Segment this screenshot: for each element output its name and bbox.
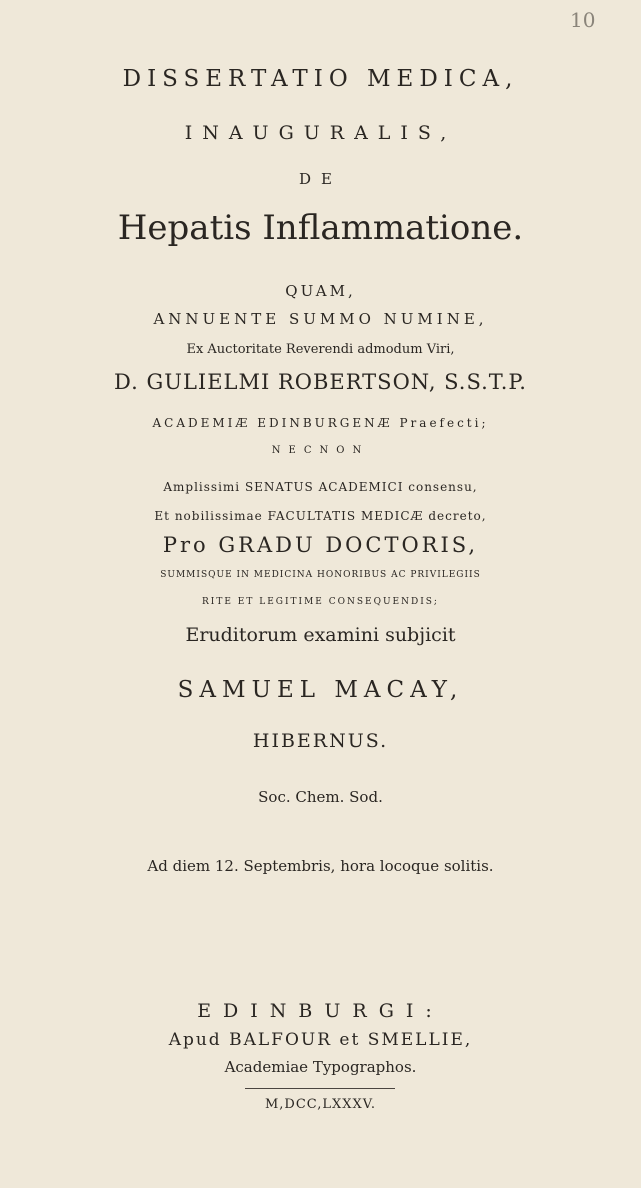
- facultatis-line: Et nobilissimae FACULTATIS MEDICÆ decreto,: [154, 509, 487, 523]
- page-number-mark: 10: [570, 8, 596, 32]
- auctoritate-line: Ex Auctoritate Reverendi admodum Viri,: [186, 342, 455, 357]
- hibernus-line: HIBERNUS.: [252, 730, 389, 752]
- city-line: EDINBURGI:: [197, 1000, 444, 1022]
- title-line-2: INAUGURALIS,: [184, 122, 457, 144]
- subject-title: Hepatis Inflammatione.: [117, 208, 524, 248]
- de-line: DE: [299, 170, 342, 188]
- divider-rule: [245, 1088, 395, 1089]
- annuente-line: ANNUENTE SUMMO NUMINE,: [153, 310, 488, 328]
- eruditorum-line: Eruditorum examini subjicit: [185, 624, 456, 646]
- author-name: SAMUEL MACAY,: [177, 677, 464, 703]
- rite-line: RITE ET LEGITIME CONSEQUENDIS;: [202, 597, 439, 607]
- date-line: Ad diem 12. Septembris, hora locoque solitis.: [147, 857, 494, 875]
- year-line: M,DCC,LXXXV.: [264, 1097, 377, 1112]
- robertson-line: D. GULIELMI ROBERTSON, S.S.T.P.: [114, 370, 527, 394]
- academiae-line: ACADEMIÆ EDINBURGENÆ Praefecti;: [152, 416, 489, 430]
- typographos-line: Academiae Typographos.: [224, 1058, 417, 1076]
- summisque-line: SUMMISQUE IN MEDICINA HONORIBUS AC PRIVILEGIIS: [160, 570, 481, 580]
- title-line-1: DISSERTATIO MEDICA,: [122, 66, 519, 92]
- society-line: Soc. Chem. Sod.: [258, 788, 383, 806]
- printer-line: Apud BALFOUR et SMELLIE,: [168, 1030, 473, 1050]
- necnon-line: NECNON: [271, 445, 370, 456]
- gradu-line: Pro GRADU DOCTORIS,: [162, 533, 479, 557]
- quam-line: QUAM,: [285, 282, 356, 300]
- senatus-line: Amplissimi SENATUS ACADEMICI consensu,: [163, 480, 478, 494]
